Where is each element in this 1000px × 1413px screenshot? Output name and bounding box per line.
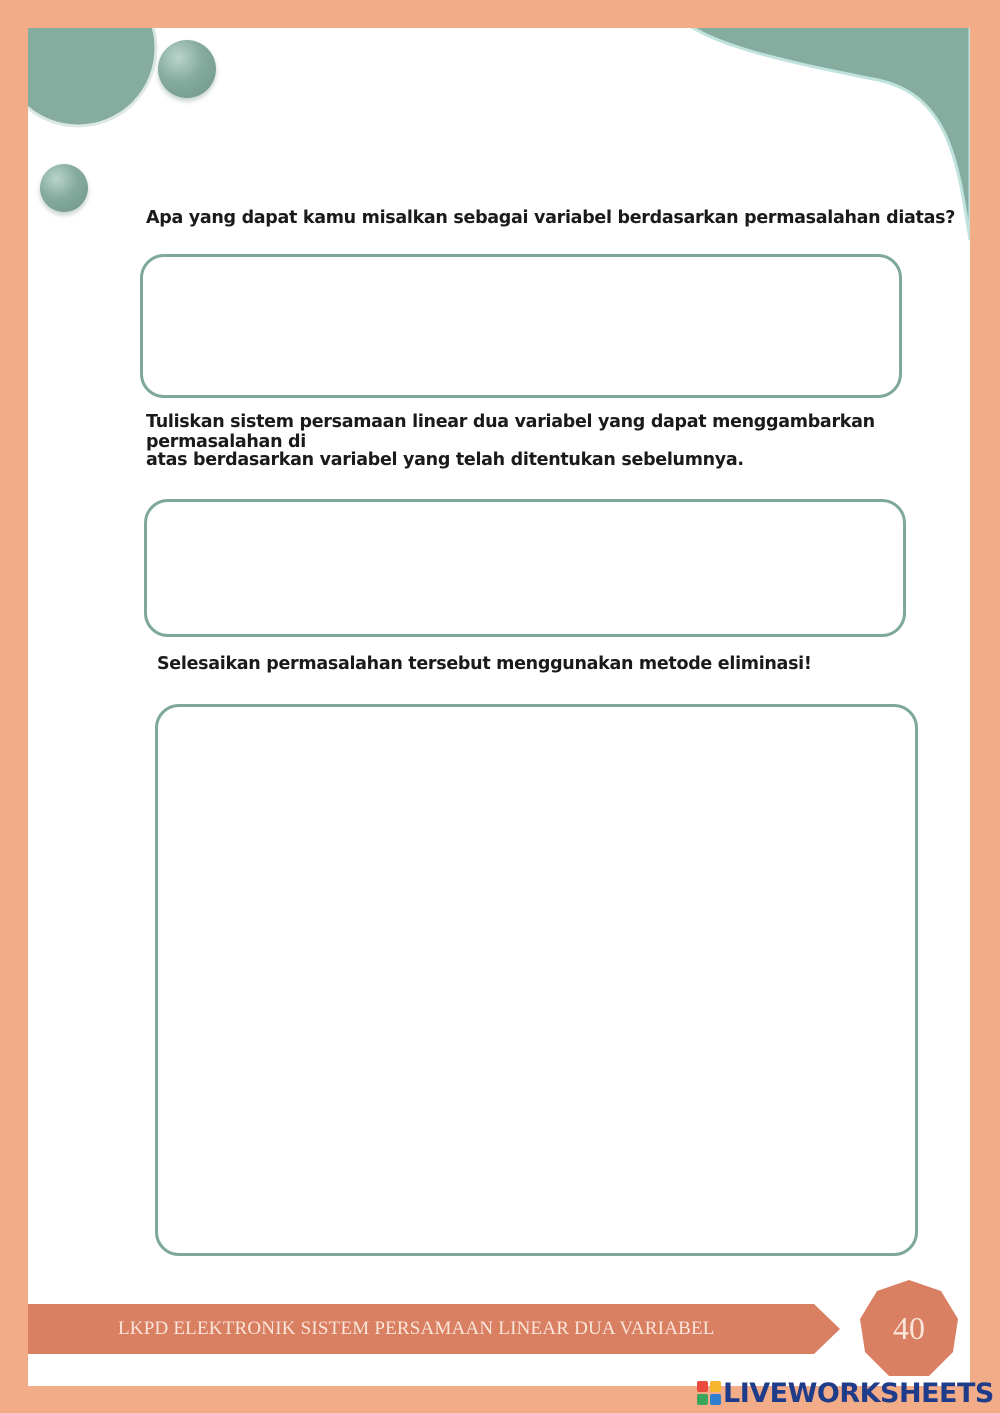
liveworksheets-brand (697, 1377, 994, 1409)
question-2-line-2: atas berdasarkan variabel yang telah ditentukan sebelumnya. (146, 450, 744, 470)
answer-input-2[interactable] (147, 502, 903, 634)
answer-box-1[interactable] (140, 254, 902, 398)
answer-box-3[interactable] (155, 704, 918, 1256)
footer-title: LKPD ELEKTRONIK SISTEM PERSAMAAN LINEAR DUA VARIABEL (118, 1318, 715, 1339)
answer-box-2[interactable] (144, 499, 906, 637)
bubble-decoration (40, 164, 88, 212)
liveworksheets-wordmark: LIVEWORKSHEETS (723, 1377, 994, 1409)
corner-blob-decoration (658, 28, 970, 270)
corner-circle-decoration (28, 28, 178, 148)
answer-input-1[interactable] (143, 257, 899, 395)
liveworksheets-logo-icon (697, 1381, 721, 1405)
question-3-text: Selesaikan permasalahan tersebut menggunakan metode eliminasi! (157, 654, 812, 674)
page-number: 40 (893, 1310, 925, 1346)
question-1-text: Apa yang dapat kamu misalkan sebagai variabel berdasarkan permasalahan diatas? (146, 208, 956, 228)
answer-input-3[interactable] (158, 707, 915, 1253)
bubble-decoration (158, 40, 216, 98)
question-2-line-1: Tuliskan sistem persamaan linear dua variabel yang dapat menggambarkan permasalahan di (146, 412, 875, 452)
